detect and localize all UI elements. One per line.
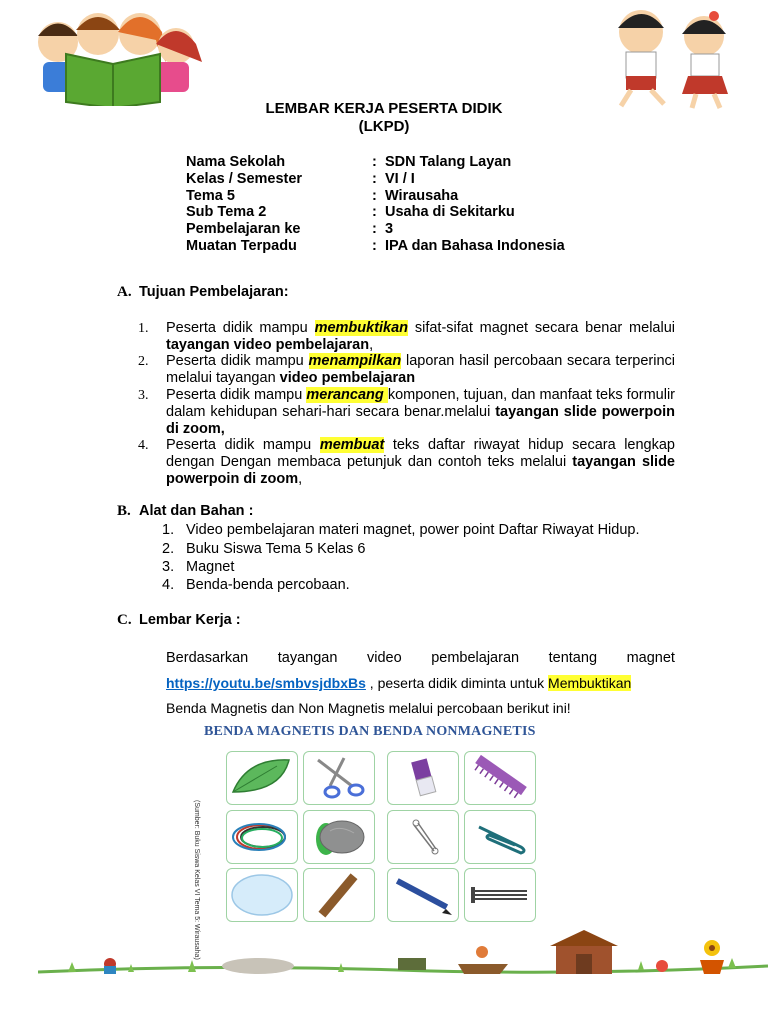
figure-cell	[387, 810, 459, 864]
tool-item	[162, 541, 365, 558]
goal-keyword: menampilkan	[308, 353, 402, 369]
section-title: Tujuan Pembelajaran:	[139, 284, 289, 300]
info-label: Nama Sekolah	[186, 154, 286, 170]
info-colon: :	[372, 238, 377, 254]
goal-text: laporan hasil percobaan secara terperinci melalui tayangan	[166, 353, 675, 386]
tool-text: Buku Siswa Tema 5 Kelas 6	[186, 541, 366, 557]
figure-cell	[303, 810, 375, 864]
section-b-heading	[117, 503, 253, 520]
figure-cell	[464, 810, 536, 864]
goal-keyword: membuat	[319, 437, 385, 453]
word: tayangan	[277, 650, 338, 666]
video-link[interactable]: https://youtu.be/smbvsjdbxBs	[166, 675, 366, 691]
tool-number: 2.	[162, 541, 175, 557]
scissors-icon	[304, 752, 374, 804]
info-label: Pembelajaran ke	[186, 221, 301, 237]
wood-stick-icon	[304, 869, 374, 921]
goal-bold: video pembelajaran	[279, 370, 416, 386]
children-jumping-illustration	[596, 2, 746, 114]
figure-cell	[226, 810, 298, 864]
stone-icon	[304, 811, 374, 863]
tool-number: 4.	[162, 577, 175, 593]
goal-bold: tayangan video pembelajaran	[166, 337, 370, 353]
tool-number: 1.	[162, 522, 175, 538]
goal-text: Peserta didik mampu	[166, 437, 320, 453]
figure-cell	[387, 868, 459, 922]
goal-item-3	[138, 387, 675, 438]
info-colon: :	[372, 154, 377, 170]
pen-icon	[388, 869, 458, 921]
worksheet-text: , peserta didik diminta untuk	[365, 675, 549, 691]
info-label: Tema 5	[186, 188, 235, 204]
goal-text: sifat-sifat magnet secara benar melalui	[408, 320, 675, 336]
word: Berdasarkan	[166, 650, 249, 666]
page-subtitle: (LKPD)	[358, 118, 410, 135]
tool-text: Video pembelajaran materi magnet, power point Daftar Riwayat Hidup.	[186, 522, 640, 538]
nails-icon	[465, 869, 535, 921]
info-label: Sub Tema 2	[186, 204, 267, 220]
info-label: Kelas / Semester	[186, 171, 303, 187]
worksheet-line-2	[166, 674, 675, 692]
figure-cell	[387, 751, 459, 805]
figure-cell	[303, 868, 375, 922]
info-colon: :	[372, 171, 377, 187]
figure-source: (Sumber: Buku Siswa Kelas VI Tema 5: Wirausaha)	[193, 800, 200, 960]
info-colon: :	[372, 221, 377, 237]
goal-text: komponen, tujuan, dan manfaat teks formulir dalam kehidupan sehari-hari secara benar.melalui	[166, 387, 675, 420]
tool-item	[162, 577, 350, 594]
section-title: Alat dan Bahan :	[139, 503, 254, 519]
info-label: Muatan Terpadu	[186, 238, 297, 254]
goal-number: 3.	[138, 388, 149, 403]
figure-cell	[464, 751, 536, 805]
safety-pin-icon	[388, 811, 458, 863]
goal-keyword: membuktikan	[314, 320, 409, 336]
section-letter: A.	[117, 284, 132, 300]
goal-item-4	[138, 437, 675, 488]
info-value: Wirausaha	[385, 188, 459, 204]
glass-icon	[227, 869, 297, 921]
section-a-heading	[117, 284, 289, 301]
figure-title: BENDA MAGNETIS DAN BENDA NONMAGNETIS	[204, 724, 536, 739]
figure-cell	[226, 868, 298, 922]
leaf-icon	[227, 752, 297, 804]
goal-keyword: merancang	[306, 387, 388, 403]
children-reading-illustration	[18, 4, 208, 106]
worksheet-line-3: Benda Magnetis dan Non Magnetis melalui percobaan berikut ini!	[166, 700, 571, 716]
goal-text: Peserta didik mampu	[166, 353, 309, 369]
goal-text: Peserta didik mampu	[166, 387, 307, 403]
tool-item	[162, 522, 640, 539]
info-colon: :	[372, 204, 377, 220]
goal-item-1	[138, 320, 675, 354]
tool-text: Benda-benda percobaan.	[186, 577, 350, 593]
section-title: Lembar Kerja :	[139, 612, 241, 628]
tool-number: 3.	[162, 559, 175, 575]
goal-text: Peserta didik mampu	[166, 320, 315, 336]
info-value: SDN Talang Layan	[385, 154, 512, 170]
section-letter: C.	[117, 612, 132, 628]
goal-number: 1.	[138, 321, 149, 336]
info-value: 3	[385, 221, 394, 237]
tool-text: Magnet	[186, 559, 235, 575]
eraser-icon	[388, 752, 458, 804]
word: magnet	[626, 650, 675, 666]
info-colon: :	[372, 188, 377, 204]
section-letter: B.	[117, 503, 131, 519]
info-value: Usaha di Sekitarku	[385, 204, 515, 220]
word: pembelajaran	[431, 650, 520, 666]
worksheet-line-1	[166, 649, 675, 667]
garden-border-illustration	[38, 928, 768, 978]
goal-bold: tayangan slide powerpoin di zoom	[166, 454, 675, 487]
goal-text: ,	[369, 337, 374, 353]
word: tentang	[548, 650, 598, 666]
tool-item	[162, 559, 234, 576]
goal-text: ,	[298, 471, 303, 487]
section-c-heading	[117, 612, 241, 629]
info-value: VI / I	[385, 171, 415, 187]
word: video	[366, 650, 402, 666]
comb-icon	[465, 752, 535, 804]
goal-bold: tayangan slide powerpoin di zoom,	[166, 404, 676, 437]
goal-number: 2.	[138, 354, 149, 369]
goal-number: 4.	[138, 438, 149, 453]
page-title: LEMBAR KERJA PESERTA DIDIK	[265, 100, 503, 117]
worksheet-keyword: Membuktikan	[548, 675, 632, 691]
info-value: IPA dan Bahasa Indonesia	[385, 238, 565, 254]
figure-cell	[226, 751, 298, 805]
paper-clip-icon	[465, 811, 535, 863]
goal-item-2	[138, 353, 675, 387]
rubber-bands-icon	[227, 811, 297, 863]
figure-cell	[303, 751, 375, 805]
goal-text: teks daftar riwayat hidup secara lengkap dengan Dengan membaca petunjuk dan contoh teks melalui	[166, 437, 675, 470]
figure-cell	[464, 868, 536, 922]
